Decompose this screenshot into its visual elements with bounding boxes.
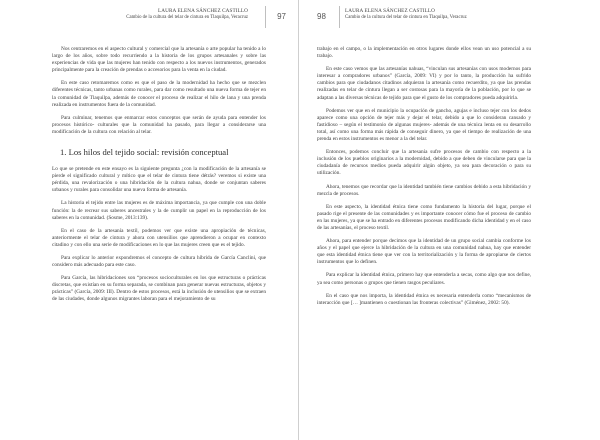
paragraph: En este caso retomaremos como es que el paso de la modernidad ha hecho que se mezclen diferentes técnicas, tanto urbanas como rurales, para dar como resultado una nueva forma de tejer en la comunidad de Tlaquilpa, además de conocer el proceso de realizar el hilo de lana y una prenda realizada en instrumentos fuera de la comunidad. bbox=[52, 80, 266, 108]
paragraph: Lo que se pretende en este ensayo es la siguiente pregunta ¿con la modificación de la artesanía se pierde el significado cultural y mítico que el telar de cintura tiene détrás? veremos si existe una pérdida, una revalorización o una hibridación de la cultura nahua, donde se conjuntan saberes urbanos y rurales para consolidar una nueva forma de artesanía. bbox=[52, 166, 266, 194]
right-page-number: 98 bbox=[317, 12, 326, 21]
right-header-author: LAURA ELENA SÁNCHEZ CASTILLO bbox=[345, 8, 435, 14]
left-header-author: LAURA ELENA SÁNCHEZ CASTILLO bbox=[158, 8, 248, 14]
right-running-header bbox=[345, 8, 467, 21]
left-page-number: 97 bbox=[277, 12, 286, 21]
paragraph: Ahora, tenemos que recordar que la identidad también tiene cambios debido a esta hibridación y mezcla de procesos. bbox=[317, 183, 531, 197]
paragraph: En el caso de la artesanía textil, podemos ver que existe una apropiación de técnicas, anteriormente el telar de cintura y ahora con utensilios que aprendieron a ocupar en contexto citadino y con ello una serie de modificaciones en lo que las mujeres creen que es el tejido. bbox=[52, 227, 266, 248]
paragraph: Para explicar lo anterior expondremos el concepto de cultura híbrida de García Canclini, que considero más adecuado para este caso. bbox=[52, 254, 266, 269]
left-header-rule bbox=[265, 6, 266, 28]
paragraph: En este caso vemos que las artesanías nahuas, “vinculan sus artesanías con usos modernos para interesar a compradores urbanos” (García, 2009: VI) y por lo tanto, la producción ha sufrido cambios para que ciudadanos citadinos adquieran la artesanía como recuerdito, ya que las prendas realizadas en telar de cintura llegan a ser costosas para la mayoría de la población, por lo que se adaptan a las diversas técnicas de tejido para que el gusto de los compradores pueda adquirirla. bbox=[317, 66, 531, 101]
right-header-title: Cambio de la cultura del telar de cintura en Tlaquilpa, Veracruz bbox=[345, 14, 467, 20]
paragraph: Podemos ver que en el municipio la ocupación de gancho, agujas e incluso tejer con los dedos aparece como una opción de tejer más y dejar el telar, debido a que lo consideran cansado y fastidioso – según el testimonio de algunas mujeres- además de una técnica lenta en su desarrollo total, así como una forma más rápida de conseguir dinero, ya que el tiempo de realización de una prenda en estos instrumentos es menor a la del telar. bbox=[317, 107, 531, 143]
left-running-header bbox=[126, 8, 248, 21]
paragraph: Para García, las hibridaciones son “procesos socioculturales en los que estructuras o prácticas discretas, que existían en su forma separada, se combinan para generar nuevas estructuras, objetos y prácticas” (García, 2009: III). Dentro de estos procesos, está la inclusión de utensilios que se extraen de las ciudades, donde algunos migrantes laboran para el mejoramiento de su bbox=[52, 275, 266, 303]
right-header-rule bbox=[339, 6, 340, 28]
paragraph: Entonces, podemos concluir que la artesanía sufre procesos de cambio con respecto a la inclusión de los pueblos originarios a la modernidad, debido a que deben de vincularse para que la ciudadanía de recursos medios pueda adquirir algún objeto, ya sea para decoración o para su utilización. bbox=[317, 149, 531, 177]
paragraph: En el caso que nos importa, la identidad étnica es necesaria entenderla como “mecanismos de interacción que [… ]mantienen o cuestionan las fronteras colectivas” (Giménez, 2002: 50). bbox=[317, 292, 531, 306]
paragraph: En este aspecto, la identidad étnica tiene como fundamento la historia del lugar, porque el pasado rige el presente de las comunidades y es importante conocer cómo fue el proceso de cambio en las mujeres, ya que se ha entrado en diferentes procesos modificando dicha identidad y en el caso de las artesanías, el proceso textil. bbox=[317, 203, 531, 231]
left-header-title: Cambio de la cultura del telar de cintura en Tlaquilpa, Veracruz bbox=[126, 14, 248, 20]
paragraph: Para explicar la identidad étnica, primero hay que entenderla a secas, como algo que nos define, ya sea como personas o grupos que tienen rasgos peculiares. bbox=[317, 272, 531, 286]
section-heading: 1. Los hilos del tejido social: revisión conceptual bbox=[60, 147, 229, 158]
right-body-text bbox=[317, 46, 531, 313]
paragraph: Nos centraremos en el aspecto cultural y comercial que la artesanía o arte popular ha tenido a lo largo de los años, sobre todo recurriendo a la historia de los grupos artesanales y sobre las experiencias de vida que las mujeres han tenido con respecto a los nuevos instrumentos, generados principalmente para la creación de prendas o accesorios para la venta en la ciudad. bbox=[52, 46, 266, 74]
left-page bbox=[0, 0, 299, 440]
right-page bbox=[299, 0, 600, 440]
paragraph: La historia el tejido entre las mujeres es de máxima importancia, ya que cumple con una doble función: la de recrear sus saberes ancestrales y la de cumplir un papel en la reproducción de los saberes en la comunidad. (Sosme, 2013:139). bbox=[52, 200, 266, 221]
paragraph: trabajo en el campo, o la implementación en otros lugares donde ellos vean un uso potencial a su trabajo. bbox=[317, 46, 531, 60]
paragraph: Para culminar, tenemos que enmarcar estos conceptos que serán de ayuda para entender los procesos histórico- culturales que la comunidad ha pasado, para llegar a considerarse una modificación de la cultura con relación al telar. bbox=[52, 114, 266, 135]
left-body-text bbox=[52, 46, 266, 310]
paragraph: Ahora, para entender porque decimos que la identidad de un grupo social cambia conforme los años y el papel que ejerce la hibridación de la cultura en una comunidad nahua, hay que entender que esta identidad étnica tiene que ver con la territorialización y la forma de apropiarse de ciertos instrumentos que lo definen. bbox=[317, 238, 531, 266]
